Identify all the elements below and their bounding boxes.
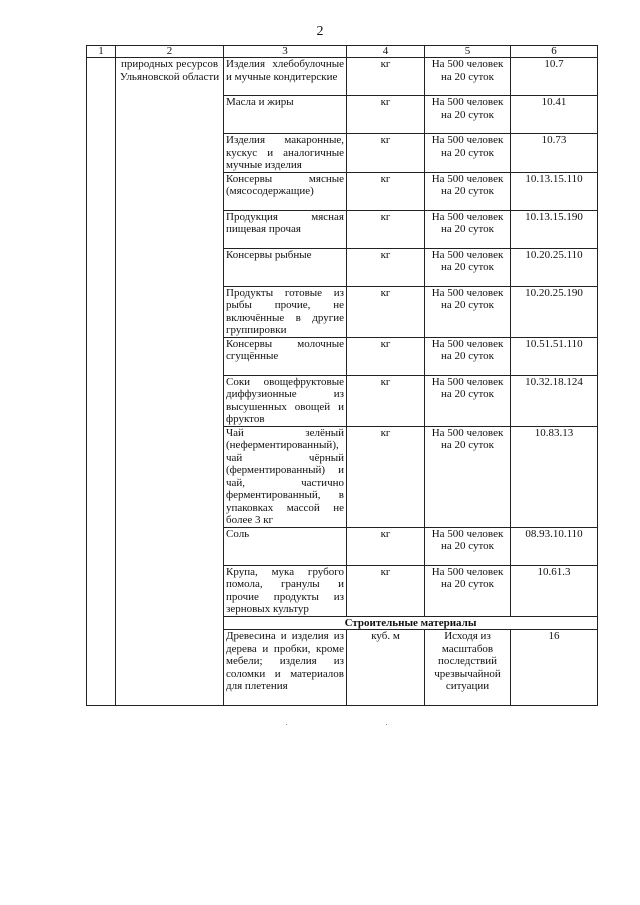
item-unit: кг bbox=[347, 286, 425, 337]
scan-speck bbox=[386, 724, 387, 725]
table-row bbox=[87, 58, 598, 96]
header-row bbox=[87, 46, 598, 58]
header-cell-5: 5 bbox=[425, 46, 511, 58]
item-norm: На 500 человек на 20 суток bbox=[425, 337, 511, 375]
item-code: 10.7 bbox=[511, 58, 598, 96]
item-unit: кг bbox=[347, 134, 425, 173]
item-code: 10.20.25.190 bbox=[511, 286, 598, 337]
item-norm: На 500 человек на 20 суток bbox=[425, 286, 511, 337]
item-unit: кг bbox=[347, 58, 425, 96]
item-name: Древесина и изделия из дерева и пробки, кроме мебели; изделия из соломки и материалов для плетения bbox=[224, 630, 347, 706]
item-norm: На 500 человек на 20 суток bbox=[425, 172, 511, 210]
item-name: Изделия макаронные, кускус и аналогичные мучные изделия bbox=[224, 134, 347, 173]
item-code: 10.13.15.190 bbox=[511, 210, 598, 248]
item-name: Продукция мясная пищевая прочая bbox=[224, 210, 347, 248]
item-unit: куб. м bbox=[347, 630, 425, 706]
scan-speck bbox=[286, 724, 287, 725]
header-cell-2: 2 bbox=[116, 46, 224, 58]
item-code: 08.93.10.110 bbox=[511, 527, 598, 565]
item-code: 10.51.51.110 bbox=[511, 337, 598, 375]
item-name: Соль bbox=[224, 527, 347, 565]
item-norm: На 500 человек на 20 суток bbox=[425, 134, 511, 173]
item-name: Консервы мясные (мясосодержащие) bbox=[224, 172, 347, 210]
item-name: Консервы рыбные bbox=[224, 248, 347, 286]
header-cell-1: 1 bbox=[87, 46, 116, 58]
item-name: Продукты готовые из рыбы прочие, не включённые в другие группировки bbox=[224, 286, 347, 337]
item-norm: На 500 человек на 20 суток bbox=[425, 426, 511, 527]
item-name: Масла и жиры bbox=[224, 96, 347, 134]
item-code: 10.41 bbox=[511, 96, 598, 134]
item-unit: кг bbox=[347, 172, 425, 210]
item-name: Изделия хлебобулочные и мучные кондитерские bbox=[224, 58, 347, 96]
item-unit: кг bbox=[347, 96, 425, 134]
col1-cell bbox=[87, 630, 116, 706]
item-name: Чай зелёный (неферментированный), чай чёрный (ферментированный) и чай, частично ферментированный, в упаковках массой не более 3 кг bbox=[224, 426, 347, 527]
item-name: Консервы молочные сгущённые bbox=[224, 337, 347, 375]
item-unit: кг bbox=[347, 375, 425, 426]
item-name: Соки овощефруктовые диффузионные из высушенных овощей и фруктов bbox=[224, 375, 347, 426]
page-number: 2 bbox=[316, 24, 324, 39]
header-cell-4: 4 bbox=[347, 46, 425, 58]
item-unit: кг bbox=[347, 248, 425, 286]
item-code: 16 bbox=[511, 630, 598, 706]
item-code: 10.13.15.110 bbox=[511, 172, 598, 210]
col2-cell bbox=[116, 58, 224, 630]
item-code: 10.20.25.110 bbox=[511, 248, 598, 286]
supplies-table bbox=[86, 45, 598, 706]
item-norm: Исходя из масштабов последствий чрезвычайной ситуации bbox=[425, 630, 511, 706]
region-text: природных ресурсов Ульяновской области bbox=[119, 58, 220, 83]
header-cell-6: 6 bbox=[511, 46, 598, 58]
item-norm: На 500 человек на 20 суток bbox=[425, 58, 511, 96]
item-norm: На 500 человек на 20 суток bbox=[425, 96, 511, 134]
item-norm: На 500 человек на 20 суток bbox=[425, 248, 511, 286]
item-norm: На 500 человек на 20 суток bbox=[425, 210, 511, 248]
item-unit: кг bbox=[347, 527, 425, 565]
item-unit: кг bbox=[347, 426, 425, 527]
item-unit: кг bbox=[347, 565, 425, 616]
item-code: 10.73 bbox=[511, 134, 598, 173]
section-title: Строительные материалы bbox=[224, 616, 598, 630]
item-norm: На 500 человек на 20 суток bbox=[425, 565, 511, 616]
col1-cell bbox=[87, 58, 116, 630]
item-unit: кг bbox=[347, 337, 425, 375]
item-norm: На 500 человек на 20 суток bbox=[425, 375, 511, 426]
item-unit: кг bbox=[347, 210, 425, 248]
item-code: 10.61.3 bbox=[511, 565, 598, 616]
item-norm: На 500 человек на 20 суток bbox=[425, 527, 511, 565]
item-name: Крупа, мука грубого помола, гранулы и прочие продукты из зерновых культур bbox=[224, 565, 347, 616]
table-row bbox=[87, 630, 598, 706]
item-code: 10.83.13 bbox=[511, 426, 598, 527]
col2-cell bbox=[116, 630, 224, 706]
header-cell-3: 3 bbox=[224, 46, 347, 58]
item-code: 10.32.18.124 bbox=[511, 375, 598, 426]
